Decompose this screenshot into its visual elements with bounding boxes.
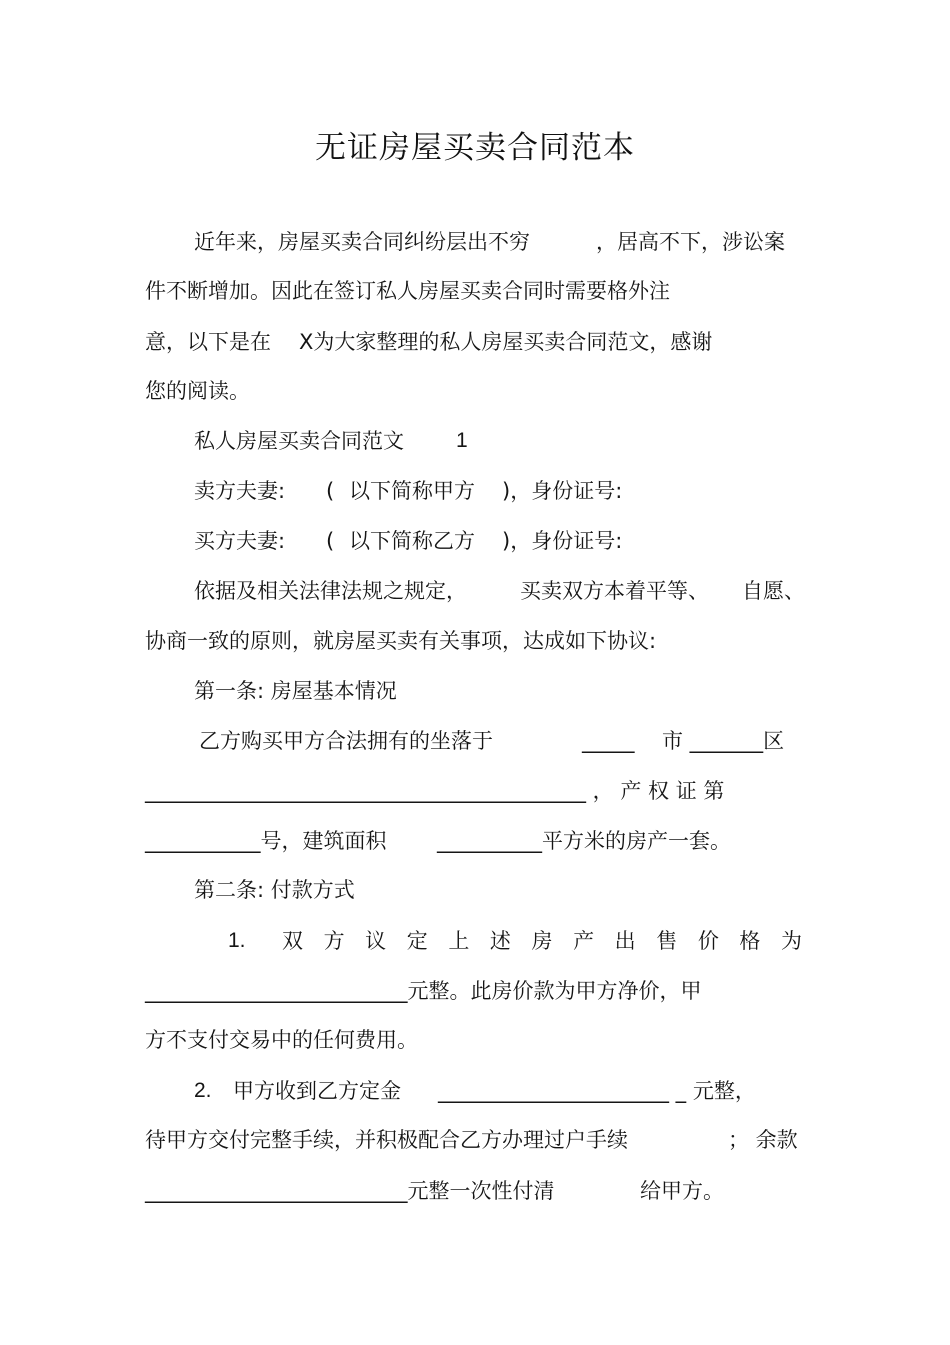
- item-2-line-3b: 给甲方。: [640, 1179, 724, 1203]
- article-1-line-3a: ___________号，建筑面积: [145, 829, 387, 853]
- seller-paren-open: (: [326, 479, 335, 503]
- basis-line-1b: 买卖双方本着平等、: [520, 579, 709, 603]
- document-title: 无证房屋买卖合同范本: [315, 130, 635, 166]
- intro-line-3b: X为大家整理的私人房屋买卖合同范文，感谢: [299, 330, 713, 354]
- seller-label: 卖方夫妻:: [194, 479, 286, 503]
- article-1-line-3b: __________平方米的房产一套。: [437, 829, 731, 853]
- buyer-alias: 以下简称乙方: [349, 529, 475, 553]
- article-1-line-2: __________________________________________ ， 产 权 证 第: [145, 779, 725, 803]
- seller-alias: 以下简称甲方: [349, 479, 475, 503]
- article-2-heading: 第二条: 付款方式: [194, 878, 355, 902]
- item-1-line-1: 双方议定上述房产出售价格为: [282, 929, 802, 953]
- article-1-city-blank: _____: [582, 729, 635, 753]
- basis-line-1c: 自愿、: [742, 579, 805, 603]
- item-2-line-1a: 甲方收到乙方定金: [233, 1079, 401, 1103]
- intro-line-4: 您的阅读。: [145, 379, 250, 403]
- item-1-line-3: 方不支付交易中的任何费用。: [145, 1028, 418, 1052]
- seller-id-label: )，身份证号:: [502, 479, 623, 503]
- article-1-line-1c: 市 _______区: [662, 729, 785, 753]
- intro-line-2: 件不断增加。因此在签订私人房屋买卖合同时需要格外注: [145, 279, 670, 303]
- item-1-number: 1.: [228, 929, 246, 952]
- buyer-label: 买方夫妻:: [194, 529, 286, 553]
- intro-line-3a: 意，以下是在: [145, 330, 271, 354]
- contract-subtitle: 私人房屋买卖合同范文: [194, 429, 404, 453]
- buyer-paren-open: (: [326, 529, 335, 553]
- item-2-line-2a: 待甲方交付完整手续，并积极配合乙方办理过户手续: [145, 1128, 628, 1152]
- intro-line-1a: 近年来，房屋买卖合同纠纷层出不穷: [194, 230, 530, 254]
- item-2-line-1b: ______________________ _ 元整，: [438, 1079, 756, 1103]
- basis-line-2: 协商一致的原则，就房屋买卖有关事项，达成如下协议:: [145, 629, 657, 653]
- item-2-number: 2.: [194, 1079, 212, 1102]
- article-1-heading: 第一条: 房屋基本情况: [194, 679, 397, 703]
- article-1-line-1a: 乙方购买甲方合法拥有的坐落于: [199, 729, 493, 753]
- buyer-id-label: )，身份证号:: [502, 529, 623, 553]
- basis-line-1a: 依据及相关法律法规之规定，: [194, 579, 467, 603]
- item-1-line-2: _________________________元整。此房价款为甲方净价，甲: [145, 979, 702, 1003]
- item-2-line-3a: _________________________元整一次性付清: [145, 1179, 555, 1203]
- contract-subtitle-number: 1: [456, 429, 468, 452]
- item-2-line-2b: ； 余款: [728, 1128, 798, 1152]
- intro-line-1b: ，居高不下，涉讼案: [596, 230, 785, 254]
